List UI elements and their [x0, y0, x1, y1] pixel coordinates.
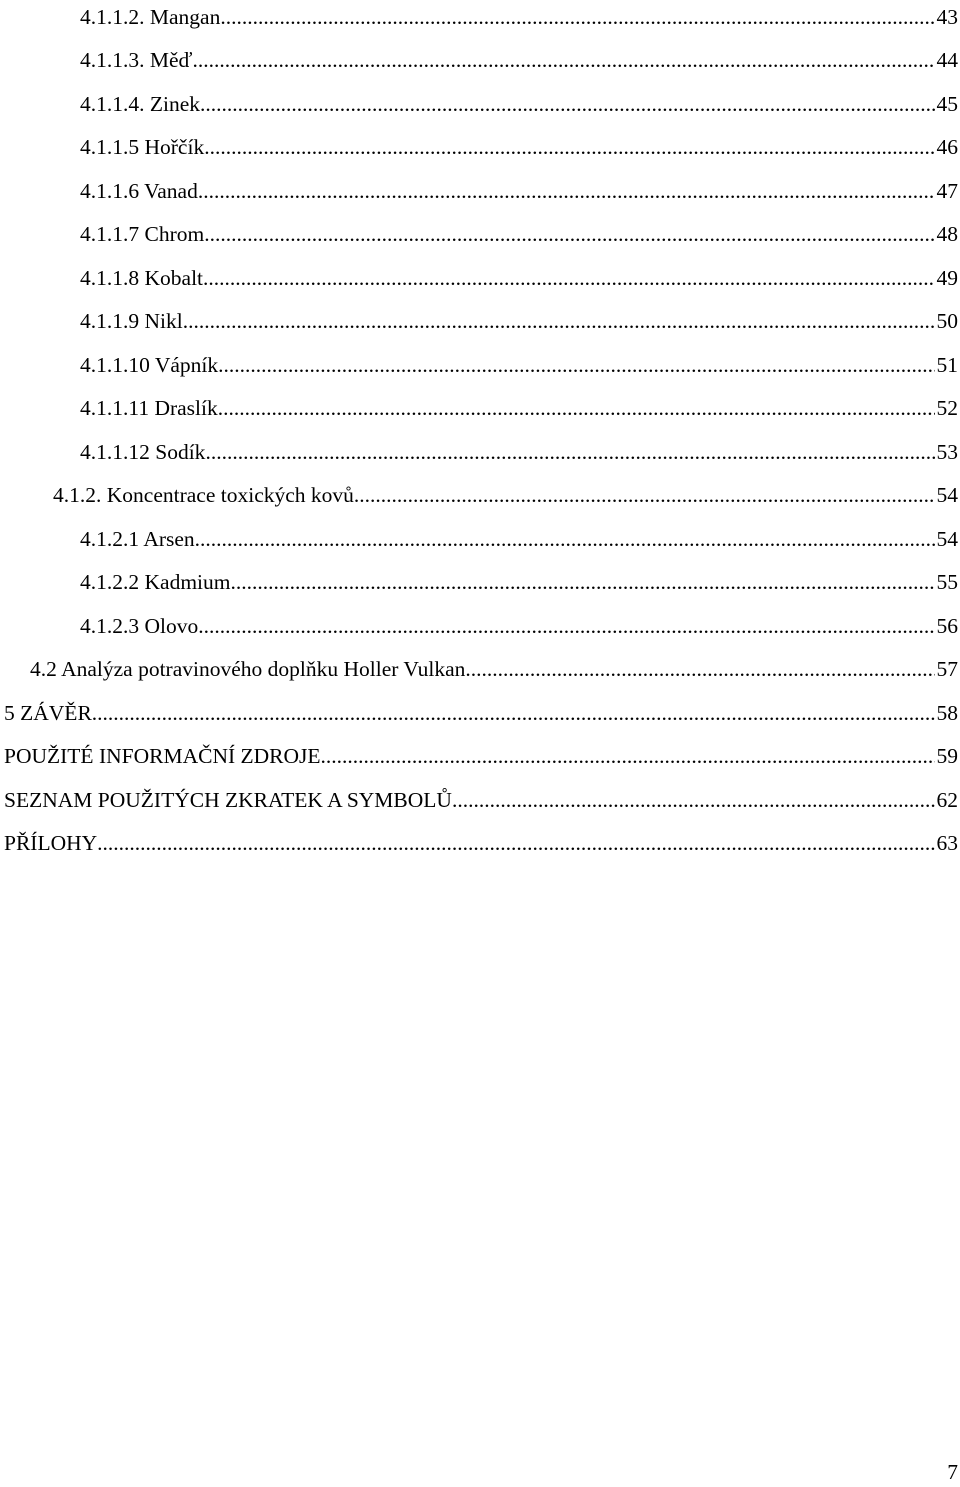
toc-entry-page: 43 — [936, 5, 958, 29]
toc-entry-chrom[interactable] — [80, 217, 958, 247]
toc-entry-page: 44 — [936, 48, 958, 72]
toc-dot-leader — [97, 830, 934, 856]
toc-dot-leader — [321, 743, 935, 769]
toc-entry-analyza-holler-vulkan[interactable] — [30, 652, 958, 682]
toc-entry-title: 4.1.1.5 Hořčík — [80, 135, 205, 159]
toc-dot-leader — [204, 221, 934, 247]
toc-entry-title: 4.1.1.12 Sodík — [80, 440, 206, 464]
toc-entry-pouzite-informacni-zdroje[interactable] — [4, 739, 958, 769]
toc-dot-leader — [198, 613, 934, 639]
toc-entry-olovo[interactable] — [80, 609, 958, 639]
toc-entry-page: 46 — [936, 135, 958, 159]
toc-dot-leader — [218, 395, 935, 421]
toc-dot-leader — [183, 308, 935, 334]
toc-entry-kobalt[interactable] — [80, 261, 958, 291]
toc-entry-title: 4.1.1.3. Měď — [80, 48, 193, 72]
toc-entry-page: 54 — [936, 483, 958, 507]
toc-dot-leader — [465, 656, 934, 682]
toc-entry-nikl[interactable] — [80, 304, 958, 334]
toc-entry-title: 4.1.1.11 Draslík — [80, 396, 218, 420]
toc-dot-leader — [204, 134, 934, 160]
toc-dot-leader — [192, 47, 934, 73]
toc-entry-page: 50 — [936, 309, 958, 333]
toc-dot-leader — [220, 4, 934, 30]
toc-entry-title: PŘÍLOHY — [4, 831, 98, 855]
toc-entry-title: 4.1.2.2 Kadmium — [80, 570, 231, 594]
toc-entry-arsen[interactable] — [80, 522, 958, 552]
toc-entry-page: 58 — [936, 701, 958, 725]
toc-entry-title: 4.1.1.7 Chrom — [80, 222, 205, 246]
toc-entry-page: 57 — [936, 657, 958, 681]
toc-entry-page: 48 — [936, 222, 958, 246]
toc-entry-title: 4.1.1.10 Vápník — [80, 353, 219, 377]
toc-dot-leader — [200, 91, 934, 117]
toc-entry-page: 52 — [936, 396, 958, 420]
toc-dot-leader — [92, 700, 935, 726]
toc-entry-vanad[interactable] — [80, 174, 958, 204]
toc-entry-vapnik[interactable] — [80, 348, 958, 378]
toc-dot-leader — [195, 526, 935, 552]
toc-entry-title: 5 ZÁVĚR — [4, 701, 92, 725]
toc-entry-page: 62 — [936, 788, 958, 812]
toc-entry-page: 54 — [936, 527, 958, 551]
toc-entry-title: 4.1.1.8 Kobalt — [80, 266, 204, 290]
toc-entry-kadmium[interactable] — [80, 565, 958, 595]
toc-entry-med[interactable] — [80, 43, 958, 73]
toc-entry-page: 49 — [936, 266, 958, 290]
toc-dot-leader — [354, 482, 935, 508]
toc-entry-title: SEZNAM POUŽITÝCH ZKRATEK A SYMBOLŮ — [4, 788, 452, 812]
page-number: 7 — [947, 1460, 958, 1484]
toc-entry-page: 53 — [936, 440, 958, 464]
toc-dot-leader — [198, 178, 935, 204]
toc-entry-title: 4.1.2.3 Olovo — [80, 614, 199, 638]
toc-entry-prilohy[interactable] — [4, 826, 958, 856]
toc-entry-page: 59 — [936, 744, 958, 768]
toc-entry-mangan[interactable] — [80, 0, 958, 30]
toc-entry-title: 4.1.1.2. Mangan — [80, 5, 221, 29]
toc-entry-horcik[interactable] — [80, 130, 958, 160]
toc-dot-leader — [205, 439, 934, 465]
toc-entry-sodik[interactable] — [80, 435, 958, 465]
toc-entry-title: 4.1.2.1 Arsen — [80, 527, 195, 551]
toc-entry-page: 47 — [936, 179, 958, 203]
toc-entry-page: 56 — [936, 614, 958, 638]
toc-entry-title: 4.2 Analýza potravinového doplňku Holler Vulkan — [30, 657, 466, 681]
toc-entry-title: POUŽITÉ INFORMAČNÍ ZDROJE — [4, 744, 321, 768]
toc-entry-seznam-zkratek[interactable] — [4, 783, 958, 813]
toc-entry-title: 4.1.1.9 Nikl — [80, 309, 183, 333]
toc-entry-draslik[interactable] — [80, 391, 958, 421]
toc-dot-leader — [203, 265, 934, 291]
toc-entry-title: 4.1.1.4. Zinek — [80, 92, 201, 116]
toc-entry-page: 51 — [936, 353, 958, 377]
toc-entry-zaver[interactable] — [4, 696, 958, 726]
toc-dot-leader — [231, 569, 935, 595]
toc-dot-leader — [218, 352, 934, 378]
toc-entry-page: 55 — [936, 570, 958, 594]
toc-entry-page: 63 — [936, 831, 958, 855]
toc-dot-leader — [452, 787, 935, 813]
toc-entry-koncentrace-toxickych-kovu[interactable] — [53, 478, 958, 508]
toc-entry-zinek[interactable] — [80, 87, 958, 117]
toc-entry-title: 4.1.2. Koncentrace toxických kovů — [53, 483, 354, 507]
toc-entry-page: 45 — [936, 92, 958, 116]
toc-entry-title: 4.1.1.6 Vanad — [80, 179, 198, 203]
